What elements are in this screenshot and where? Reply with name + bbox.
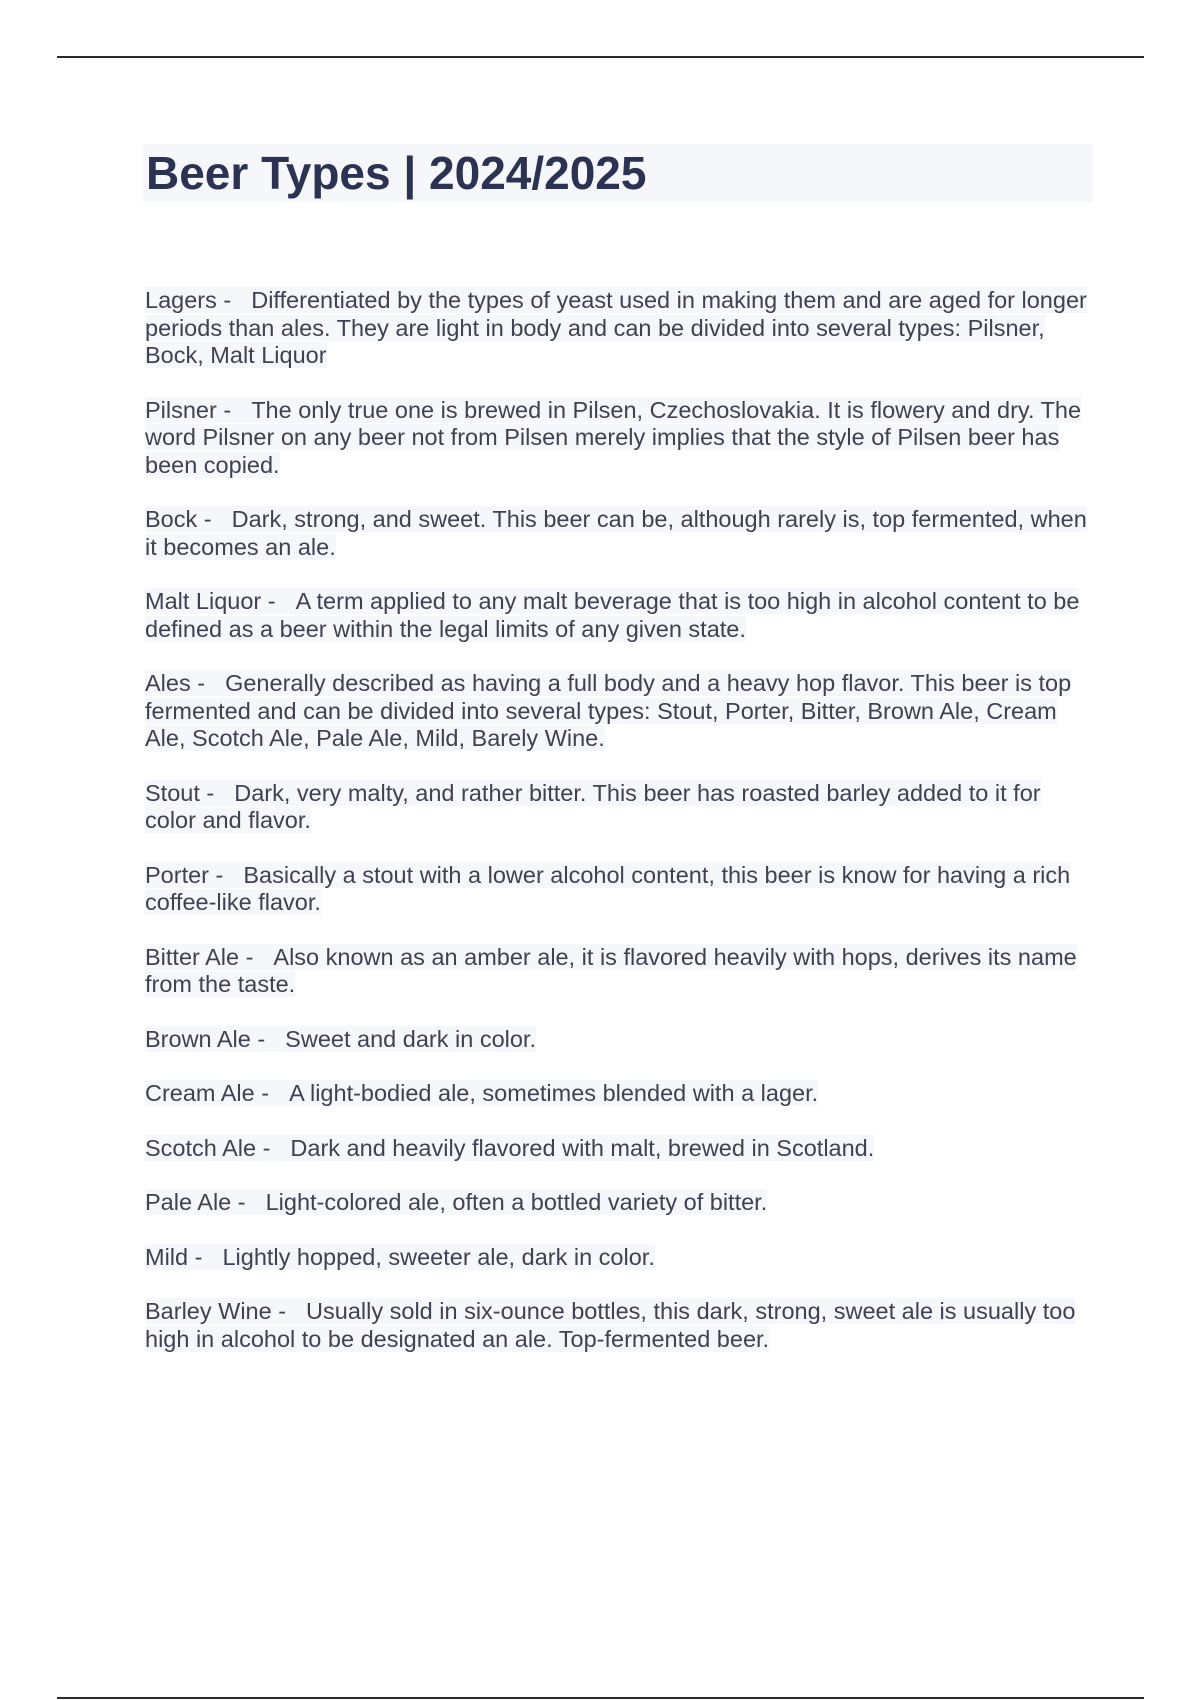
entry-term: Pale Ale — [145, 1189, 232, 1215]
entry-definition: Sweet and dark in color. — [285, 1025, 536, 1052]
entry-item — [145, 1026, 1090, 1054]
entry-term: Mild — [145, 1243, 189, 1270]
entry-definition: Also known as an amber ale, it is flavored heavily with hops, derives its name from the taste. — [145, 943, 1077, 997]
entry-item — [145, 588, 1090, 643]
document-title: Beer Types | 2024/2025 — [146, 147, 647, 199]
entry-term: Barley Wine — [145, 1298, 272, 1324]
entry-item — [145, 506, 1090, 561]
entry-separator: - — [215, 861, 224, 888]
entry-item — [145, 670, 1090, 753]
entry-definition: Dark and heavily flavored with malt, brewed in Scotland. — [290, 1134, 875, 1161]
entry-separator: - — [267, 588, 276, 614]
entry-item — [145, 287, 1090, 370]
entry-definition: The only true one is brewed in Pilsen, Czechoslovakia. It is flowery and dry. The word Pilsner on any beer not from Pilsen merely implies that the style of Pilsen beer has been copied. — [145, 396, 1082, 478]
entry-separator: - — [257, 1025, 266, 1052]
entry-definition: Dark, very malty, and rather bitter. This beer has roasted barley added to it for color and flavor. — [145, 779, 1041, 833]
entry-term: Porter — [145, 861, 209, 888]
entry-separator: - — [262, 1134, 271, 1161]
entry-term: Lagers — [145, 287, 217, 313]
entry-separator: - — [261, 1080, 270, 1106]
header-rule — [57, 56, 1144, 58]
entry-item — [145, 862, 1090, 917]
entry-separator: - — [278, 1298, 287, 1324]
entry-term: Bock — [145, 506, 198, 532]
entry-definition: Light-colored ale, often a bottled variety of bitter. — [265, 1189, 768, 1215]
entry-definition: Basically a stout with a lower alcohol content, this beer is know for having a rich coffee-like flavor. — [145, 861, 1071, 915]
entry-separator: - — [237, 1189, 246, 1215]
entry-item — [145, 1080, 1090, 1108]
entry-separator: - — [194, 1243, 203, 1270]
entry-item — [145, 1298, 1090, 1353]
entry-definition: Differentiated by the types of yeast used in making them and are aged for longer periods than ales. They are light in body and can be divided into several types: Pilsner, Bock, Malt Liquor — [145, 287, 1087, 368]
entry-separator: - — [223, 396, 232, 423]
entry-separator: - — [223, 287, 232, 313]
entry-item — [145, 397, 1090, 480]
entry-definition: Generally described as having a full body and a heavy hop flavor. This beer is top fermented and can be divided into several types: Stout, Porter, Bitter, Brown Ale, Cream Ale, Scotch Ale, Pale Ale, Mild, Barely Wine. — [145, 670, 1072, 751]
entry-definition: A term applied to any malt beverage that is too high in alcohol content to be defined as a beer within the legal limits of any given state. — [145, 588, 1080, 642]
entry-item — [145, 1244, 1090, 1272]
entry-definition: Lightly hopped, sweeter ale, dark in color. — [222, 1243, 655, 1270]
entry-term: Ales — [145, 670, 191, 696]
entry-term: Bitter Ale — [145, 943, 240, 970]
footer-rule — [57, 1697, 1144, 1699]
entry-term: Malt Liquor — [145, 588, 262, 614]
entry-term: Brown Ale — [145, 1025, 251, 1052]
entry-item — [145, 944, 1090, 999]
entry-item — [145, 1135, 1090, 1163]
entry-term: Cream Ale — [145, 1080, 255, 1106]
entry-term: Scotch Ale — [145, 1134, 257, 1161]
entry-definition: Dark, strong, and sweet. This beer can be, although rarely is, top fermented, when it becomes an ale. — [145, 506, 1087, 560]
entry-definition: Usually sold in six-ounce bottles, this dark, strong, sweet ale is usually too high in alcohol to be designated an ale. Top-fermented beer. — [145, 1298, 1076, 1352]
entry-separator: - — [197, 670, 206, 696]
entry-separator: - — [245, 943, 254, 970]
entry-term: Stout — [145, 779, 200, 806]
entry-definition: A light-bodied ale, sometimes blended with a lager. — [289, 1080, 819, 1106]
entry-separator: - — [206, 779, 215, 806]
entry-list — [145, 287, 1090, 1380]
entry-item — [145, 780, 1090, 835]
entry-term: Pilsner — [145, 396, 217, 423]
entry-separator: - — [203, 506, 212, 532]
entry-item — [145, 1189, 1090, 1217]
